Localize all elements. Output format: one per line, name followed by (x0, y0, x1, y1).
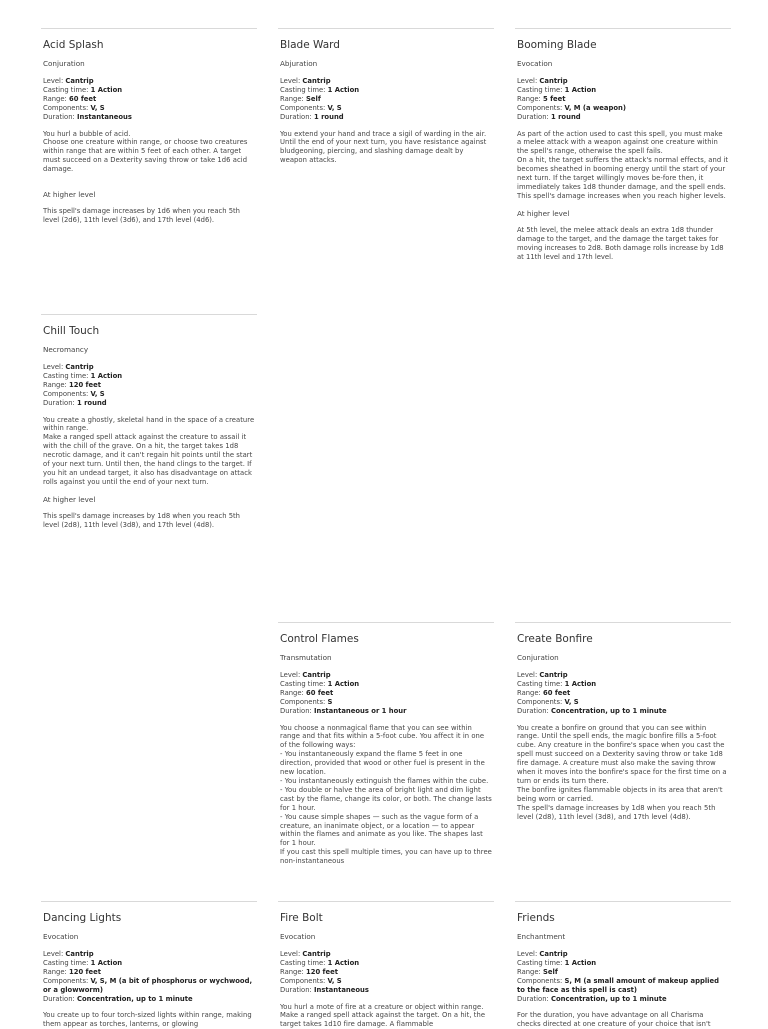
spell-stats: Level: Cantrip Casting time: 1 Action Range: 60 feet Components: V, S Duration: Instantaneous (43, 77, 132, 121)
card-divider (41, 901, 257, 902)
spell-range: 60 feet (69, 94, 97, 103)
spell-casting-time: 1 Action (327, 679, 360, 688)
spell-level: Cantrip (539, 950, 568, 958)
spell-school: Evocation (517, 59, 553, 68)
spell-description: You hurl a mote of fire at a creature or object within range. Make a ranged spell attack against the target. On a hit, the target takes 1d10 fire damage. A flammable (280, 1002, 486, 1029)
spell-description: You choose a nonmagical flame that you can see within range and that fits within a 5-foot cube. You affect it in one of the following ways: - You instantaneously expand the flame 5 feet in one direction, provided that wood or other fuel is present in the new location. - You instantaneously extinguish the flames within the cube. - You double or halve the area of bright light and dim light cast by the flame, change its color, or both. The change lasts for 1 hour. - You cause simple shapes — such as the vague form of a creature, an inanimate object, or a location — to appear within the flames and animate as you like. The shapes last for 1 hour. If you cast this spell multiple times, you can have up to three non-instantaneous (280, 723, 492, 866)
spell-duration: Concentration, up to 1 minute (76, 994, 193, 1003)
spell-description: You create up to four torch-sized lights within range, making them appear as torches, lanterns, or glowing (43, 1011, 252, 1029)
spell-name: Create Bonfire (517, 633, 593, 645)
spell-components: V, S (327, 976, 342, 985)
higher-level-text: This spell's damage increases by 1d8 when you reach 5th level (2d8), 11th level (3d8), and 17th level (4d8). (43, 511, 240, 529)
spell-range: Self (543, 967, 558, 976)
spell-range: 120 feet (69, 967, 101, 976)
spell-casting-time: 1 Action (564, 85, 597, 94)
spell-range: 5 feet (543, 94, 566, 103)
spell-duration: Instantaneous (313, 985, 369, 994)
card-divider (278, 901, 494, 902)
spell-casting-time: 1 Action (564, 679, 597, 688)
spell-duration: Concentration, up to 1 minute (550, 994, 667, 1003)
card-divider (41, 28, 257, 29)
spell-card-booming-blade (517, 28, 729, 261)
spell-level: Cantrip (302, 671, 331, 679)
card-divider (515, 28, 731, 29)
spell-components: S (327, 697, 333, 706)
spell-components: V, S (90, 103, 105, 112)
spell-stats: Level: Cantrip Casting time: 1 Action Range: 120 feet Components: V, S, M (a bit of phosphorus or wychwood, or a glowworm) Duration: Concentration, up to 1 minute (43, 950, 253, 1003)
spell-casting-time: 1 Action (564, 958, 597, 967)
spell-duration: 1 round (76, 398, 107, 407)
spell-card-blade-ward (280, 28, 492, 165)
spell-stats: Level: Cantrip Casting time: 1 Action Range: 60 feet Components: S Duration: Instantaneous or 1 hour (280, 671, 407, 715)
spell-level: Cantrip (65, 77, 94, 85)
spell-school: Necromancy (43, 345, 89, 354)
spell-duration: Instantaneous or 1 hour (313, 706, 407, 715)
spell-level: Cantrip (65, 363, 94, 371)
card-divider (515, 901, 731, 902)
spell-components: V, S (564, 697, 579, 706)
spell-name: Dancing Lights (43, 912, 122, 924)
spell-name: Blade Ward (280, 39, 340, 51)
spell-card-acid-splash (43, 28, 255, 225)
card-divider (515, 622, 731, 623)
spell-level: Cantrip (539, 671, 568, 679)
spell-casting-time: 1 Action (90, 85, 123, 94)
spell-description: As part of the action used to cast this spell, you must make a melee attack with a weapon against one creature within the spell's range, otherwise the spell fails. On a hit, the target suffers the attack's normal effects, and it becomes sheathed in booming energy until the start of your next turn. If the target willingly moves be-fore then, it immediately takes 1d8 thunder damage, and the spell ends. This spell's damage increases when you reach higher levels. (517, 129, 729, 200)
spell-duration: Instantaneous (76, 112, 132, 121)
spell-range: 60 feet (543, 688, 571, 697)
spell-name: Acid Splash (43, 39, 104, 51)
spell-stats: Level: Cantrip Casting time: 1 Action Range: 120 feet Components: V, S Duration: 1 round (43, 363, 123, 407)
spell-level: Cantrip (302, 950, 331, 958)
spell-description: You extend your hand and trace a sigil of warding in the air. Until the end of your next turn, you have resistance against bludgeoning, piercing, and slashing damage dealt by weapon attacks. (280, 129, 487, 165)
spell-level: Cantrip (539, 77, 568, 85)
spell-range: 120 feet (306, 967, 338, 976)
spell-card-friends (517, 901, 729, 1029)
spell-name: Control Flames (280, 633, 359, 645)
spell-school: Enchantment (517, 932, 566, 941)
spell-description: For the duration, you have advantage on all Charisma checks directed at one creature of your choice that isn't (517, 1011, 711, 1029)
spell-name: Chill Touch (43, 325, 100, 337)
spell-level: Cantrip (302, 77, 331, 85)
spell-card-fire-bolt (280, 901, 492, 1029)
card-divider (41, 314, 257, 315)
spell-components: S, M (a small amount of makeup applied to the face as this spell is cast) (517, 976, 719, 994)
card-divider (278, 622, 494, 623)
higher-level-heading: At higher level (43, 494, 96, 504)
spell-range: 60 feet (306, 688, 334, 697)
spell-casting-time: 1 Action (90, 371, 123, 380)
spell-name: Friends (517, 912, 555, 924)
spell-school: Abjuration (280, 59, 318, 68)
spell-range: 120 feet (69, 380, 101, 389)
spell-card-create-bonfire (517, 622, 729, 822)
spell-duration: 1 round (313, 112, 344, 121)
higher-level-text: At 5th level, the melee attack deals an extra 1d8 thunder damage to the target, and the damage the target takes for moving increases to 2d8. Both damage rolls increase by 1d8 at 11th level and 17th level. (517, 225, 724, 261)
spell-description: You hurl a bubble of acid. Choose one creature within range, or choose two creatures within range that are within 5 feet of each other. A target must succeed on a Dexterity saving throw or take 1d6 acid damage. (43, 129, 248, 174)
higher-level-heading: At higher level (517, 208, 570, 218)
spell-card-dancing-lights (43, 901, 255, 1029)
spell-components: V, S, M (a bit of phosphorus or wychwood, or a glowworm) (43, 976, 253, 994)
spell-school: Conjuration (43, 59, 85, 68)
spell-range: Self (306, 94, 321, 103)
higher-level-heading: At higher level (43, 190, 96, 200)
spell-duration: 1 round (550, 112, 581, 121)
spell-school: Evocation (280, 932, 316, 941)
spell-card-chill-touch (43, 314, 255, 530)
spell-casting-time: 1 Action (327, 958, 360, 967)
spell-components: V, S (327, 103, 342, 112)
spell-stats: Level: Cantrip Casting time: 1 Action Range: Self Components: V, S Duration: 1 round (280, 77, 360, 121)
spell-card-control-flames (280, 622, 492, 866)
spell-components: V, M (a weapon) (564, 103, 626, 112)
spell-stats: Level: Cantrip Casting time: 1 Action Range: Self Components: S, M (a small amount of makeup applied to the face as this spell is cast) Duration: Concentration, up to 1 minute (517, 950, 719, 1003)
spell-school: Evocation (43, 932, 79, 941)
spell-level: Cantrip (65, 950, 94, 958)
spell-components: V, S (90, 389, 105, 398)
spell-name: Booming Blade (517, 39, 597, 51)
spell-school: Transmutation (280, 653, 332, 662)
spell-stats: Level: Cantrip Casting time: 1 Action Range: 120 feet Components: V, S Duration: Instantaneous (280, 950, 369, 994)
spell-stats: Level: Cantrip Casting time: 1 Action Range: 60 feet Components: V, S Duration: Concentration, up to 1 minute (517, 671, 667, 715)
spell-stats: Level: Cantrip Casting time: 1 Action Range: 5 feet Components: V, M (a weapon) Duration: 1 round (517, 77, 626, 121)
spell-school: Conjuration (517, 653, 559, 662)
spell-casting-time: 1 Action (90, 958, 123, 967)
spell-description: You create a ghostly, skeletal hand in the space of a creature within range. Make a ranged spell attack against the creature to assail it with the chill of the grave. On a hit, the target takes 1d8 necrotic damage, and it can't regain hit points until the start of your next turn. Until then, the hand clings to the target. If you hit an undead target, it also has disadvantage on attack rolls against you until the end of your next turn. (43, 415, 255, 486)
spell-duration: Concentration, up to 1 minute (550, 706, 667, 715)
spell-name: Fire Bolt (280, 912, 323, 924)
spell-description: You create a bonfire on ground that you can see within range. Until the spell ends, the magic bonfire fills a 5-foot cube. Any creature in the bonfire's space when you cast the spell must succeed on a Dexterity saving throw or take 1d8 fire damage. A creature must also make the saving throw when it moves into the bonfire's space for the first time on a turn or ends its turn there. The bonfire ignites flammable objects in its area that aren't being worn or carried. The spell's damage increases by 1d8 when you reach 5th level (2d8), 11th level (3d8), and 17th level (4d8). (517, 723, 727, 821)
spell-casting-time: 1 Action (327, 85, 360, 94)
higher-level-text: This spell's damage increases by 1d6 when you reach 5th level (2d6), 11th level (3d6), and 17th level (4d6). (43, 207, 240, 224)
card-divider (278, 28, 494, 29)
